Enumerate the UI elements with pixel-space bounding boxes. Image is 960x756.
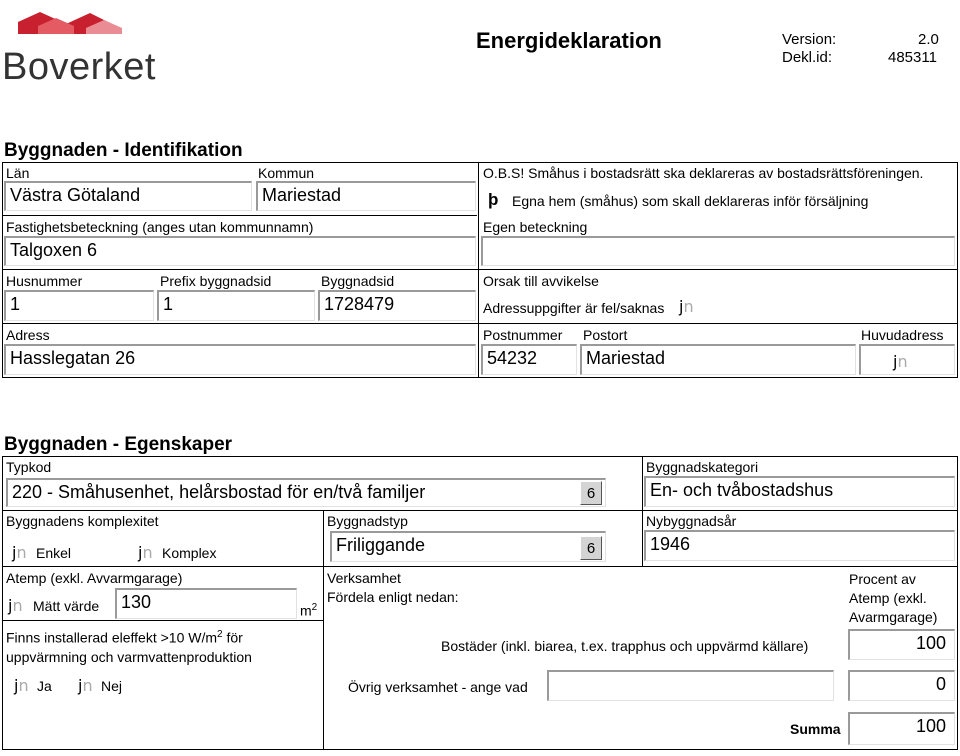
komplex-radio[interactable] — [138, 543, 153, 562]
boverket-logo — [0, 4, 160, 86]
ovrig-percent-field[interactable]: 0 — [848, 670, 955, 701]
eleffekt-text-line2: uppvärmning och varmvattenproduktion — [6, 648, 252, 665]
divider — [2, 566, 958, 567]
postort-label: Postort — [583, 327, 628, 343]
radio-icon: j — [8, 596, 13, 615]
dekl-label: Dekl.id: — [782, 49, 833, 66]
divider — [323, 511, 324, 566]
prefix-label: Prefix byggnadsid — [160, 273, 272, 289]
komplexitet-label: Byggnadens komplexitet — [6, 513, 159, 529]
procent-label-line2: Atemp (exkl. — [849, 590, 927, 606]
eleffekt-text-a: Finns installerad eleffekt >10 W/m — [6, 629, 218, 646]
divider — [642, 456, 643, 566]
divider — [478, 162, 479, 378]
divider — [2, 620, 324, 621]
fordela-label: Fördela enligt nedan: — [327, 589, 459, 605]
enkel-label: Enkel — [36, 545, 72, 561]
enkel-radio[interactable] — [12, 543, 27, 562]
nybyggnadsar-label: Nybyggnadsår — [646, 513, 737, 529]
radio-icon: j — [138, 543, 143, 562]
postnummer-label: Postnummer — [483, 327, 563, 343]
typkod-dropdown-button[interactable]: 6 — [580, 481, 602, 505]
radio-icon-shadow: n — [142, 543, 153, 562]
eleffekt-question — [6, 625, 252, 667]
summa-field: 100 — [848, 712, 955, 745]
husnummer-label: Husnummer — [6, 273, 83, 289]
atemp-label: Atemp (exkl. Avvarmgarage) — [6, 570, 183, 586]
divider — [2, 215, 477, 216]
byggnadstyp-select[interactable]: Friliggande — [330, 531, 606, 562]
byggnadsid-label: Byggnadsid — [321, 273, 395, 289]
radio-icon-shadow: n — [82, 676, 93, 695]
radio-icon: j — [78, 676, 83, 695]
typkod-select[interactable]: 220 - Småhusenhet, helårsbostad för en/två familjer — [6, 478, 606, 507]
adress-label: Adress — [6, 327, 50, 343]
radio-icon-shadow: n — [897, 352, 908, 371]
divider — [2, 269, 958, 270]
ja-label: Ja — [37, 678, 52, 694]
komplex-label: Komplex — [162, 545, 217, 561]
kategori-field[interactable]: En- och tvåbostadshus — [644, 476, 955, 507]
radio-icon-shadow: n — [683, 297, 694, 316]
version-value: 2.0 — [918, 31, 939, 48]
radio-icon: j — [14, 676, 19, 695]
section-title-identifikation: Byggnaden - Identifikation — [4, 140, 243, 161]
byggnadstyp-label: Byggnadstyp — [327, 513, 408, 529]
egna-hem-checkbox[interactable]: þ — [488, 190, 499, 209]
radio-icon: j — [679, 297, 684, 316]
husnummer-field[interactable]: 1 — [4, 290, 154, 321]
divider — [2, 510, 958, 511]
summa-label: Summa — [790, 721, 841, 737]
bostader-label: Bostäder (inkl. biarea, t.ex. trapphus och uppvärmd källare) — [441, 638, 809, 654]
nybyggnadsar-field[interactable]: 1946 — [644, 530, 955, 561]
logo-text: Boverket — [2, 46, 156, 88]
dekl-value: 485311 — [888, 49, 937, 66]
lan-field[interactable]: Västra Götaland — [4, 181, 252, 211]
byggnadstyp-dropdown-button[interactable]: 6 — [580, 536, 602, 560]
version-label: Version: — [782, 31, 837, 48]
kommun-label: Kommun — [258, 165, 315, 181]
lan-label: Län — [6, 165, 30, 181]
fastighet-label: Fastighetsbeteckning (anges utan kommunnamn) — [6, 219, 314, 235]
unit-m2 — [300, 602, 317, 619]
procent-label-line3: Avarmgarage) — [849, 609, 938, 625]
radio-icon: j — [893, 352, 898, 371]
unit-m: m — [300, 602, 312, 619]
typkod-label: Typkod — [6, 459, 52, 475]
radio-icon-shadow: n — [18, 676, 29, 695]
ja-radio[interactable] — [14, 676, 29, 695]
orsak-label: Orsak till avvikelse — [483, 273, 599, 289]
nej-radio[interactable] — [78, 676, 93, 695]
matt-varde-label: Mätt värde — [33, 598, 100, 614]
egen-beteckning-field[interactable] — [481, 236, 955, 266]
egen-beteckning-label: Egen beteckning — [483, 219, 588, 235]
obs-note: O.B.S! Småhus i bostadsrätt ska deklareras av bostadsrättsföreningen. — [483, 165, 924, 181]
eleffekt-text-b: för — [222, 629, 243, 646]
divider — [323, 566, 324, 750]
matt-varde-field[interactable]: 130 — [115, 588, 297, 619]
matt-varde-radio[interactable] — [8, 596, 23, 615]
kategori-label: Byggnadskategori — [646, 459, 759, 475]
kommun-field[interactable]: Mariestad — [256, 181, 476, 211]
ovrig-label: Övrig verksamhet - ange vad — [348, 679, 528, 695]
ovrig-field[interactable] — [547, 670, 834, 701]
postort-field[interactable]: Mariestad — [580, 344, 856, 375]
procent-label — [849, 570, 937, 627]
section-title-egenskaper: Byggnaden - Egenskaper — [4, 434, 233, 455]
radio-icon-shadow: n — [12, 596, 23, 615]
prefix-field[interactable]: 1 — [157, 290, 315, 321]
nej-label: Nej — [101, 678, 123, 694]
radio-icon: j — [12, 543, 17, 562]
divider — [2, 323, 958, 324]
eleffekt-sup: 2 — [217, 629, 223, 640]
byggnadsid-field[interactable]: 1728479 — [318, 290, 476, 321]
bostader-percent-field[interactable]: 100 — [848, 629, 955, 660]
fastighet-field[interactable]: Talgoxen 6 — [4, 236, 476, 266]
postnummer-field[interactable]: 54232 — [481, 344, 577, 375]
huvudadress-radio[interactable] — [893, 352, 908, 371]
verksamhet-label: Verksamhet — [327, 570, 401, 586]
radio-icon-shadow: n — [16, 543, 27, 562]
procent-label-line1: Procent av — [849, 571, 916, 587]
huvudadress-label: Huvudadress — [861, 327, 944, 343]
page-title: Energideklaration — [476, 28, 662, 53]
unit-sup: 2 — [311, 602, 318, 613]
adress-fel-label: Adressuppgifter är fel/saknas — [483, 300, 665, 316]
egna-hem-label: Egna hem (småhus) som skall deklareras inför försäljning — [512, 193, 869, 209]
adress-field[interactable]: Hasslegatan 26 — [4, 344, 476, 375]
adress-fel-radio[interactable] — [679, 297, 694, 316]
